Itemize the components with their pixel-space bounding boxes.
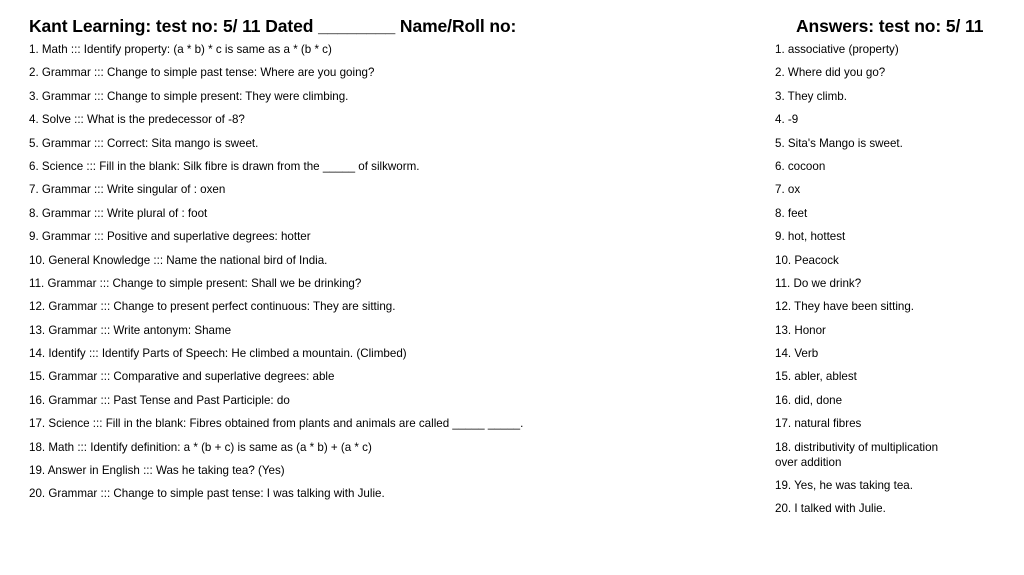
question-item: 11. Grammar ::: Change to simple present: Shall we be drinking? <box>29 276 362 290</box>
question-item: 17. Science ::: Fill in the blank: Fibres obtained from plants and animals are called _____ _____. <box>29 417 524 431</box>
answer-item: 17. natural fibres <box>775 417 862 431</box>
answer-item: 14. Verb <box>775 347 819 361</box>
answer-item: 3. They climb. <box>775 89 847 103</box>
test-title: Kant Learning: test no: 5/ 11 Dated ________ Name/Roll no: <box>29 16 517 36</box>
question-item: 12. Grammar ::: Change to present perfect continuous: They are sitting. <box>29 300 396 314</box>
answer-item: 2. Where did you go? <box>775 66 886 80</box>
answer-item: 13. Honor <box>775 323 826 337</box>
question-item: 16. Grammar ::: Past Tense and Past Participle: do <box>29 393 290 407</box>
question-item: 5. Grammar ::: Correct: Sita mango is sweet. <box>29 136 259 150</box>
answer-item: 10. Peacock <box>775 253 839 267</box>
answer-item: 8. feet <box>775 206 808 220</box>
answers-title: Answers: test no: 5/ 11 <box>796 16 984 36</box>
question-item: 3. Grammar ::: Change to simple present: They were climbing. <box>29 89 349 103</box>
question-item: 13. Grammar ::: Write antonym: Shame <box>29 323 232 337</box>
question-item: 1. Math ::: Identify property: (a * b) * c is same as a * (b * c) <box>29 43 332 56</box>
answer-item: 20. I talked with Julie. <box>775 502 886 516</box>
answer-item: 19. Yes, he was taking tea. <box>775 479 913 493</box>
question-item: 18. Math ::: Identify definition: a * (b + c) is same as (a * b) + (a * c) <box>29 440 372 454</box>
question-item: 7. Grammar ::: Write singular of : oxen <box>29 183 226 197</box>
question-item: 9. Grammar ::: Positive and superlative degrees: hotter <box>29 230 311 244</box>
question-item: 20. Grammar ::: Change to simple past tense: I was talking with Julie. <box>29 487 385 501</box>
answer-item: 16. did, done <box>775 393 843 407</box>
answer-item: 18. distributivity of multiplication over addition <box>775 440 939 469</box>
question-item: 14. Identify ::: Identify Parts of Speech: He climbed a mountain. (Climbed) <box>29 347 407 361</box>
answer-item: 12. They have been sitting. <box>775 300 915 314</box>
answer-item: 1. associative (property) <box>775 43 899 56</box>
answer-item: 5. Sita's Mango is sweet. <box>775 136 903 150</box>
answer-item: 15. abler, ablest <box>775 370 857 384</box>
answer-item: 9. hot, hottest <box>775 230 846 244</box>
answer-list <box>775 42 1000 525</box>
question-item: 19. Answer in English ::: Was he taking tea? (Yes) <box>29 464 285 478</box>
question-item: 8. Grammar ::: Write plural of : foot <box>29 206 208 220</box>
answer-item: 4. -9 <box>775 113 799 127</box>
answer-item: 7. ox <box>775 183 801 197</box>
answer-item: 11. Do we drink? <box>775 276 862 290</box>
question-item: 2. Grammar ::: Change to simple past tense: Where are you going? <box>29 66 375 80</box>
question-item: 10. General Knowledge ::: Name the national bird of India. <box>29 253 328 267</box>
question-list <box>29 42 749 510</box>
question-item: 6. Science ::: Fill in the blank: Silk fibre is drawn from the _____ of silkworm. <box>29 159 420 173</box>
question-item: 15. Grammar ::: Comparative and superlative degrees: able <box>29 370 335 384</box>
question-item: 4. Solve ::: What is the predecessor of -8? <box>29 113 245 127</box>
answer-item: 6. cocoon <box>775 159 826 173</box>
